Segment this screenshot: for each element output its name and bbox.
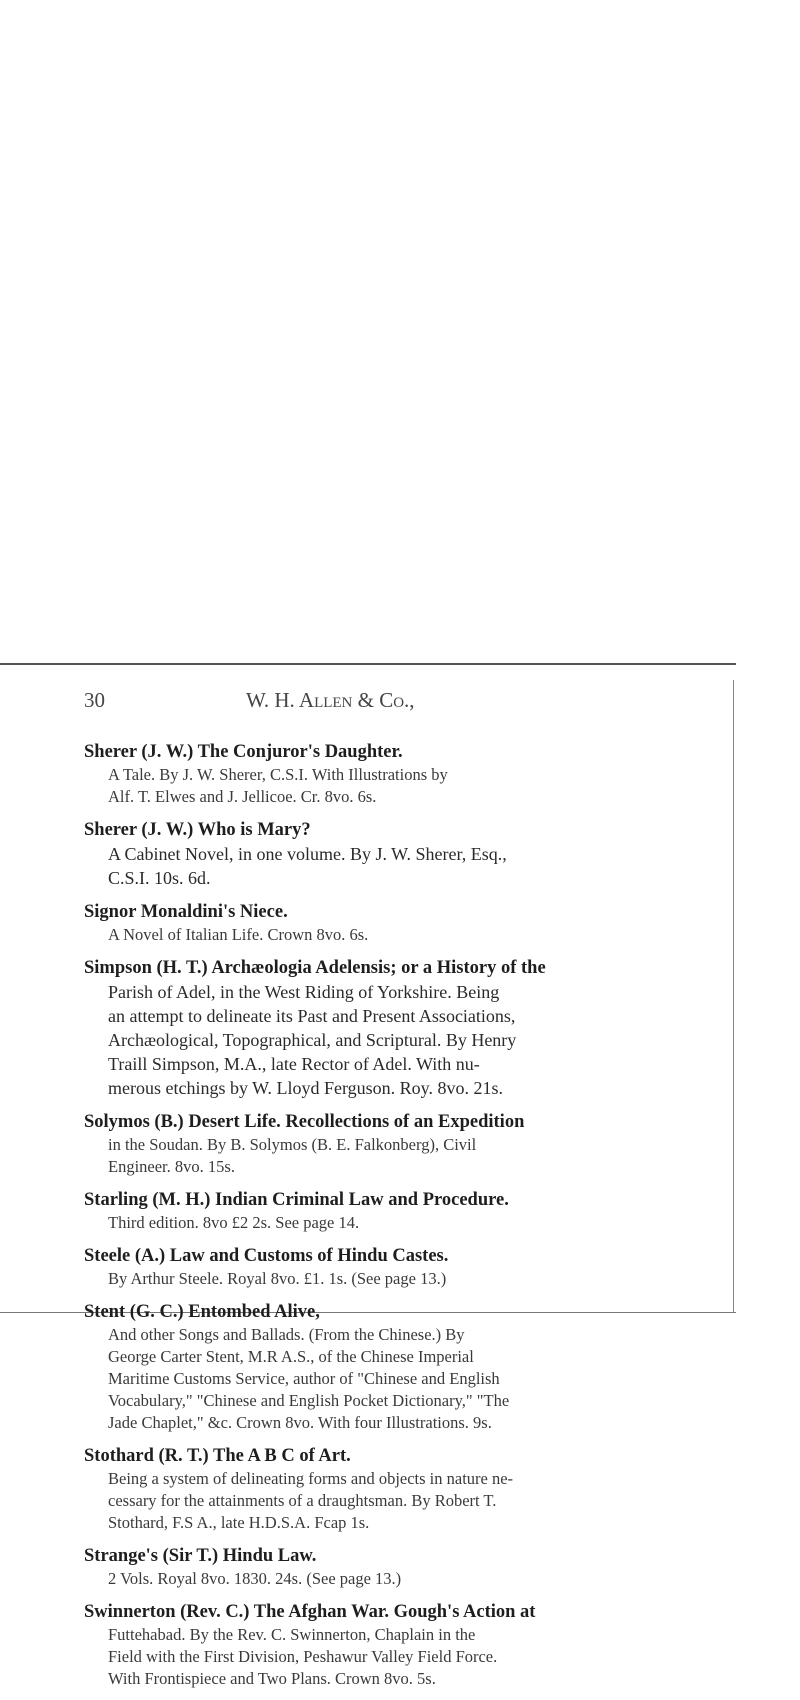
entry-heading: Steele (A.) Law and Customs of Hindu Castes. (84, 1246, 449, 1266)
catalogue-entry (84, 1188, 724, 1234)
entry-description (84, 1624, 724, 1690)
entry-heading: Swinnerton (Rev. C.) The Afghan War. Gough's Action at (84, 1602, 536, 1622)
running-head (84, 688, 724, 716)
publisher-name: W. H. Allen & Co., (246, 688, 415, 712)
entry-line: Alf. T. Elwes and J. Jellicoe. Cr. 8vo. 6s. (108, 787, 377, 806)
entry-heading: Stothard (R. T.) The A B C of Art. (84, 1446, 351, 1466)
page-number: 30 (84, 688, 105, 712)
entry-heading: Sherer (J. W.) Who is Mary? (84, 820, 311, 840)
entry-description (84, 1212, 724, 1234)
entry-line: Parish of Adel, in the West Riding of Yorkshire. Being (108, 982, 500, 1002)
entry-line: in the Soudan. By B. Solymos (B. E. Falkonberg), Civil (108, 1135, 477, 1154)
entry-description (84, 764, 724, 808)
entry-description (84, 842, 724, 890)
catalogue-entry (84, 1600, 724, 1690)
entry-line: 2 Vols. Royal 8vo. 1830. 24s. (See page 13.) (108, 1569, 402, 1588)
catalogue-entry (84, 1244, 724, 1290)
right-rule (733, 680, 734, 1313)
entry-heading: Solymos (B.) Desert Life. Recollections of an Expedition (84, 1112, 525, 1132)
catalogue-entry (84, 956, 724, 1100)
entry-line: Jade Chaplet," &c. Crown 8vo. With four Illustrations. 9s. (108, 1413, 492, 1432)
top-rule (0, 663, 736, 665)
catalogue-entry (84, 818, 724, 890)
entry-line: Being a system of delineating forms and objects in nature ne- (108, 1469, 514, 1488)
catalogue-entry (84, 740, 724, 808)
entry-description (84, 1268, 724, 1290)
entry-description (84, 1468, 724, 1534)
entry-line: A Tale. By J. W. Sherer, C.S.I. With Illustrations by (108, 765, 448, 784)
entry-description (84, 1568, 724, 1590)
catalogue-entry (84, 1544, 724, 1590)
entry-line: C.S.I. 10s. 6d. (108, 868, 211, 888)
entry-line: merous etchings by W. Lloyd Ferguson. Roy. 8vo. 21s. (108, 1078, 503, 1098)
entry-line: And other Songs and Ballads. (From the Chinese.) By (108, 1325, 465, 1344)
entry-heading: Starling (M. H.) Indian Criminal Law and Procedure. (84, 1190, 509, 1210)
entry-description (84, 980, 724, 1100)
entry-description (84, 924, 724, 946)
catalogue-entry (84, 1444, 724, 1534)
entry-line: By Arthur Steele. Royal 8vo. £1. 1s. (See page 13.) (108, 1269, 447, 1288)
entry-line: With Frontispiece and Two Plans. Crown 8vo. 5s. (108, 1669, 436, 1688)
entry-line: Archæological, Topographical, and Scriptural. By Henry (108, 1030, 517, 1050)
entry-heading: Stent (G. C.) Entombed Alive, (84, 1302, 320, 1322)
entry-line: Vocabulary," "Chinese and English Pocket Dictionary," "The (108, 1391, 510, 1410)
entry-line: A Novel of Italian Life. Crown 8vo. 6s. (108, 925, 369, 944)
catalogue-entry (84, 1300, 724, 1434)
entry-description (84, 1324, 724, 1434)
entry-line: an attempt to delineate its Past and Present Associations, (108, 1006, 516, 1026)
entry-heading: Sherer (J. W.) The Conjuror's Daughter. (84, 742, 403, 762)
entry-line: Stothard, F.S A., late H.D.S.A. Fcap 1s. (108, 1513, 370, 1532)
entry-heading: Simpson (H. T.) Archæologia Adelensis; or a History of the (84, 958, 546, 978)
entry-line: George Carter Stent, M.R A.S., of the Chinese Imperial (108, 1347, 474, 1366)
entry-line: Third edition. 8vo £2 2s. See page 14. (108, 1213, 360, 1232)
entry-line: Field with the First Division, Peshawur Valley Field Force. (108, 1647, 498, 1666)
entry-line: A Cabinet Novel, in one volume. By J. W. Sherer, Esq., (108, 844, 507, 864)
catalogue-entry (84, 1110, 724, 1178)
entry-line: Engineer. 8vo. 15s. (108, 1157, 235, 1176)
entry-heading: Strange's (Sir T.) Hindu Law. (84, 1546, 317, 1566)
entry-heading: Signor Monaldini's Niece. (84, 902, 288, 922)
catalogue-entry (84, 900, 724, 946)
entry-line: cessary for the attainments of a draughtsman. By Robert T. (108, 1491, 497, 1510)
entry-line: Traill Simpson, M.A., late Rector of Adel. With nu- (108, 1054, 480, 1074)
entry-line: Futtehabad. By the Rev. C. Swinnerton, Chaplain in the (108, 1625, 476, 1644)
entry-line: Maritime Customs Service, author of "Chinese and English (108, 1369, 500, 1388)
entry-description (84, 1134, 724, 1178)
catalogue-entries (84, 740, 724, 1700)
